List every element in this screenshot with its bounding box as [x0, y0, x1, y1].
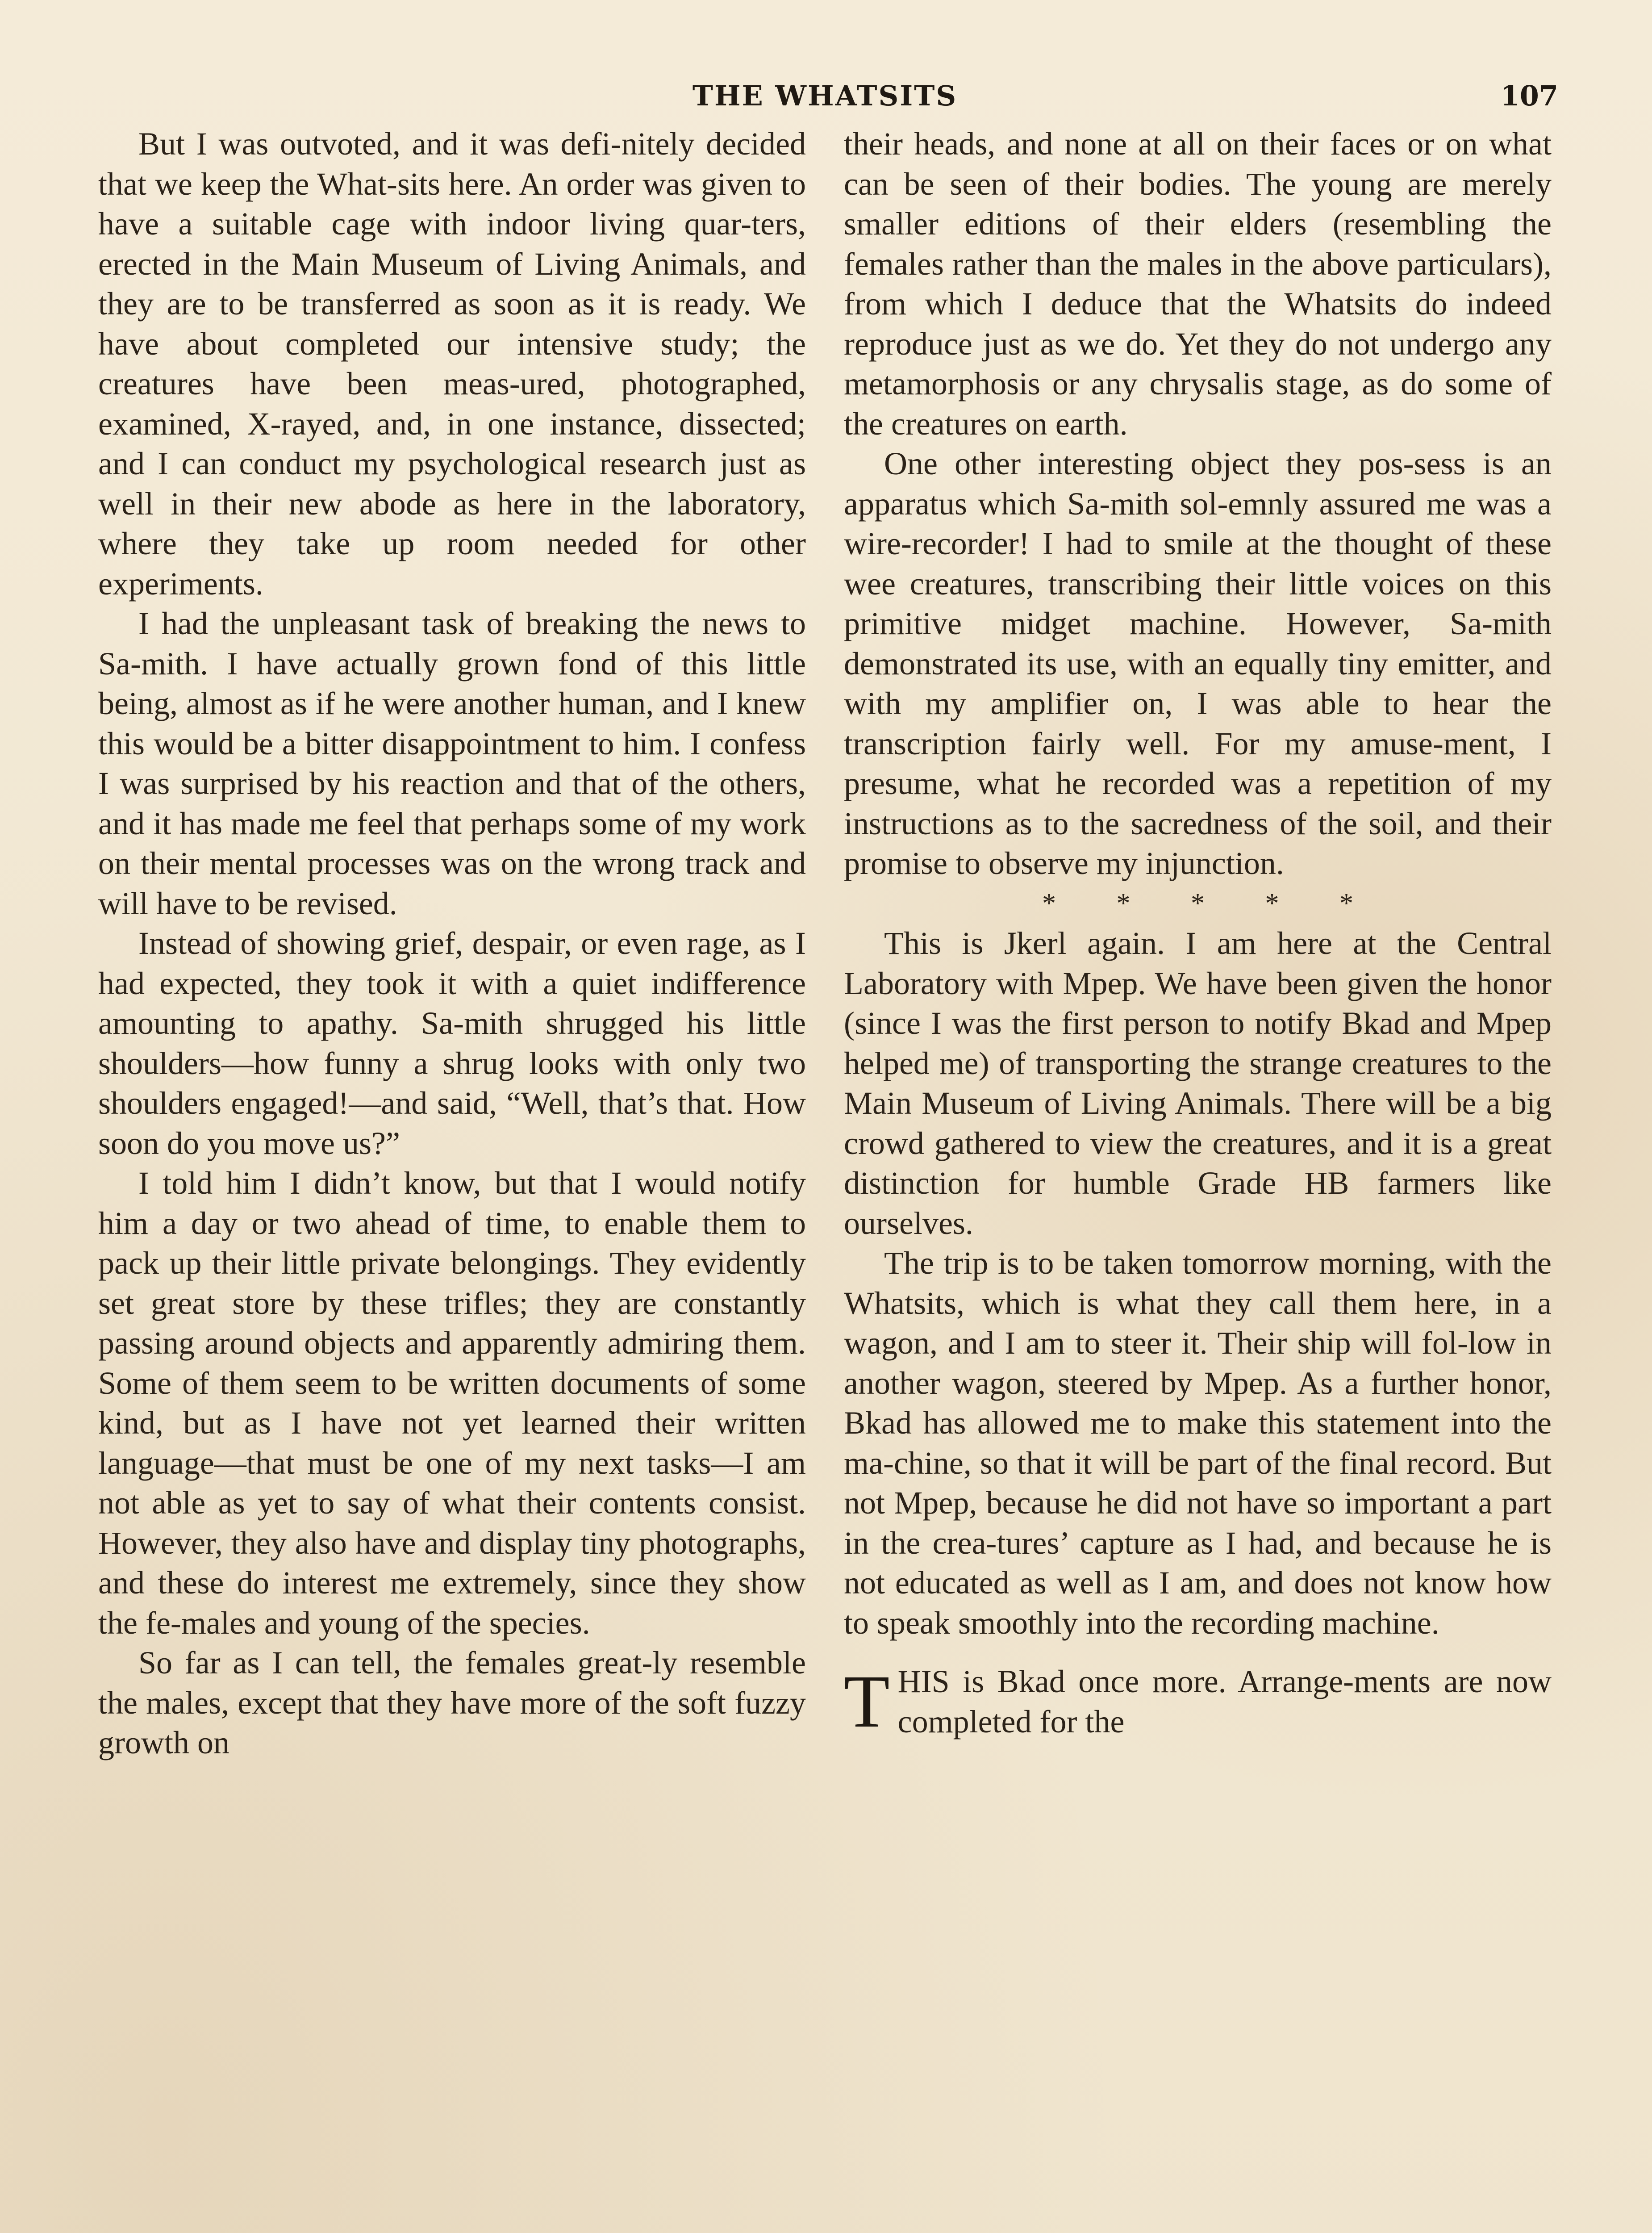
paragraph-text: is Bkad once more. Arrange-ments are now completed for the: [897, 1664, 1552, 1740]
paragraph: One other interesting object they pos-sess is an apparatus which Sa-mith sol-emnly assured me was a wire-recorder! I had to smile at the thought of these wee creatures, transcribing their little voices on this primitive midget machine. However, Sa-mith demonstrated its use, with an equally tiny emitter, and with my amplifier on, I was able to hear the transcription fairly well. For my amuse-ment, I presume, what he recorded was a repetition of my instructions as to the sacredness of the soil, and their promise to observe my injunction.: [844, 446, 1552, 881]
page-number: 107: [1500, 79, 1558, 112]
section-separator: * * * * *: [1042, 888, 1380, 919]
paragraph-dropcap: [844, 1662, 1552, 1742]
paragraph: The trip is to be taken tomorrow morning, with the Whatsits, which is what they call them here, in a wagon, and I am to steer it. Their ship will fol-low in another wagon, steered by Mpep. As a further honor, Bkad has allowed me to make this statement into the ma-chine, so that it will be part of the final record. But not Mpep, because he did not have so important a part in the crea-tures’ capture as I had, and because he is not educated as well as I am, and does not know how to speak smoothly into the recording machine.: [844, 1245, 1552, 1641]
left-column: [98, 124, 806, 1763]
running-header: [92, 79, 1558, 120]
small-caps-word: HIS: [897, 1664, 950, 1699]
right-column: [844, 124, 1552, 1742]
section-gap: [844, 1643, 1552, 1662]
paragraph: But I was outvoted, and it was defi-nitely decided that we keep the What-sits here. An order was given to have a suitable cage with indoor living quar-ters, erected in the Main Museum of Living Animals, and they are to be transferred as soon as it is ready. We have about completed our intensive study; the creatures have been meas-ured, photographed, examined, X-rayed, and, in one instance, dissected; and I can conduct my psychological research just as well in their new abode as here in the laboratory, where they take up room needed for other experiments.: [98, 126, 806, 602]
paragraph: I told him I didn’t know, but that I would notify him a day or two ahead of time, to enable them to pack up their little private belongings. They evidently set great store by these trifles; they are constantly passing around objects and apparently admiring them. Some of them seem to be written documents of some kind, but as I have not yet learned their written language—that must be one of my next tasks—I am not able as yet to say of what their contents consist. However, they also have and display tiny photographs, and these do interest me extremely, since they show the fe-males and young of the species.: [98, 1165, 806, 1641]
running-title: THE WHATSITS: [692, 79, 958, 112]
paragraph: their heads, and none at all on their faces or on what can be seen of their bodies. The young are merely smaller editions of their elders (resembling the females rather than the males in the above particulars), from which I deduce that the Whatsits do indeed reproduce just as we do. Yet they do not undergo any metamorphosis or any chrysalis stage, as do some of the creatures on earth.: [844, 126, 1552, 442]
paragraph: So far as I can tell, the females great-ly resemble the males, except that they have more of the soft fuzzy growth on: [98, 1645, 806, 1760]
paragraph: Instead of showing grief, despair, or even rage, as I had expected, they took it with a quiet indifference amounting to apathy. Sa-mith shrugged his little shoulders—how funny a shrug looks with only two shoulders engaged!—and said, “Well, that’s that. How soon do you move us?”: [98, 925, 806, 1161]
paragraph: This is Jkerl again. I am here at the Central Laboratory with Mpep. We have been given the honor (since I was the first person to notify Bkad and Mpep helped me) of transporting the strange creatures to the Main Museum of Living Animals. There will be a big crowd gathered to view the creatures, and it is a great distinction for humble Grade HB farmers like ourselves.: [844, 925, 1552, 1241]
drop-cap-letter: T: [844, 1660, 890, 1743]
paragraph: I had the unpleasant task of breaking the news to Sa-mith. I have actually grown fond of this little being, almost as if he were another human, and I knew this would be a bitter disappointment to him. I confess I was surprised by his reaction and that of the others, and it has made me feel that perhaps some of my work on their mental processes was on the wrong track and will have to be revised.: [98, 606, 806, 921]
